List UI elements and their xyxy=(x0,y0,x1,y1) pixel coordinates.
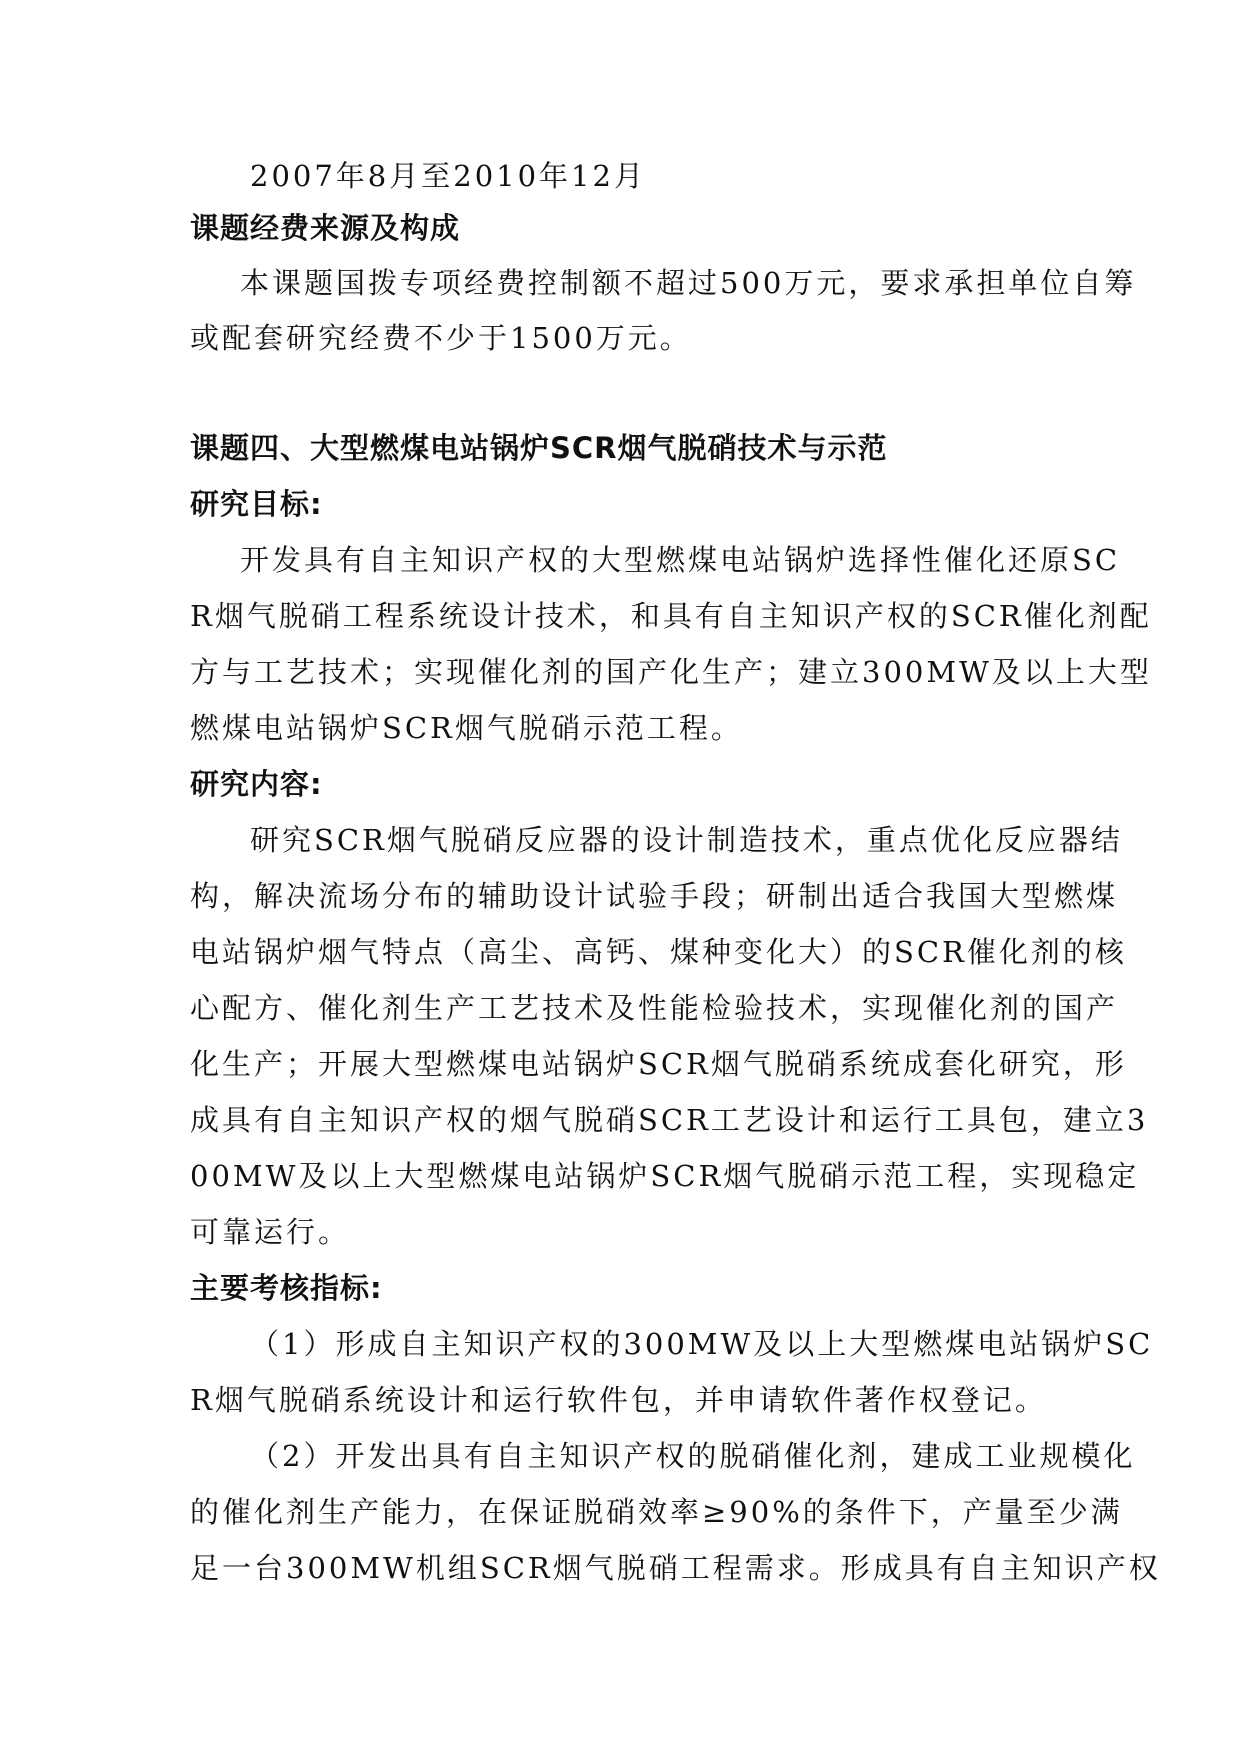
research-content-line: 化生产；开展大型燃煤电站锅炉SCR烟气脱硝系统成套化研究，形 xyxy=(190,1047,1127,1081)
research-goal-line: R烟气脱硝工程系统设计技术，和具有自主知识产权的SCR催化剂配 xyxy=(190,599,1152,633)
research-content-heading: 研究内容: xyxy=(190,767,323,801)
assessment-item-line: （1）形成自主知识产权的300MW及以上大型燃煤电站锅炉SC xyxy=(250,1327,1154,1361)
assessment-item-line: 足一台300MW机组SCR烟气脱硝工程需求。形成具有自主知识产权 xyxy=(190,1551,1161,1585)
assessment-item-line: 的催化剂生产能力，在保证脱硝效率≥90%的条件下，产量至少满 xyxy=(190,1495,1123,1529)
research-content-line: 心配方、催化剂生产工艺技术及性能检验技术，实现催化剂的国产 xyxy=(190,991,1119,1025)
funding-paragraph-line: 或配套研究经费不少于1500万元。 xyxy=(190,321,692,355)
research-goal-heading: 研究目标: xyxy=(190,487,323,521)
research-content-line: 构，解决流场分布的辅助设计试验手段；研制出适合我国大型燃煤 xyxy=(190,879,1119,913)
assessment-heading: 主要考核指标: xyxy=(190,1271,383,1305)
research-goal-line: 燃煤电站锅炉SCR烟气脱硝示范工程。 xyxy=(190,711,743,745)
assessment-item-line: （2）开发出具有自主知识产权的脱硝催化剂，建成工业规模化 xyxy=(250,1439,1136,1473)
research-content-line: 研究SCR烟气脱硝反应器的设计制造技术，重点优化反应器结 xyxy=(250,823,1123,857)
project-period: 2007年8月至2010年12月 xyxy=(250,159,646,193)
research-goal-line: 方与工艺技术；实现催化剂的国产化生产；建立300MW及以上大型 xyxy=(190,655,1152,689)
research-goal-line: 开发具有自主知识产权的大型燃煤电站锅炉选择性催化还原SC xyxy=(240,543,1121,577)
research-content-line: 00MW及以上大型燃煤电站锅炉SCR烟气脱硝示范工程，实现稳定 xyxy=(190,1159,1140,1193)
research-content-line: 可靠运行。 xyxy=(190,1215,351,1249)
research-content-line: 电站锅炉烟气特点（高尘、高钙、煤种变化大）的SCR催化剂的核 xyxy=(190,935,1127,969)
assessment-item-line: R烟气脱硝系统设计和运行软件包，并申请软件著作权登记。 xyxy=(190,1383,1047,1417)
funding-paragraph-line: 本课题国拨专项经费控制额不超过500万元，要求承担单位自筹 xyxy=(240,266,1137,300)
research-content-line: 成具有自主知识产权的烟气脱硝SCR工艺设计和运行工具包，建立3 xyxy=(190,1103,1149,1137)
project-four-title: 课题四、大型燃煤电站锅炉SCR烟气脱硝技术与示范 xyxy=(190,431,888,465)
funding-heading: 课题经费来源及构成 xyxy=(190,211,461,245)
